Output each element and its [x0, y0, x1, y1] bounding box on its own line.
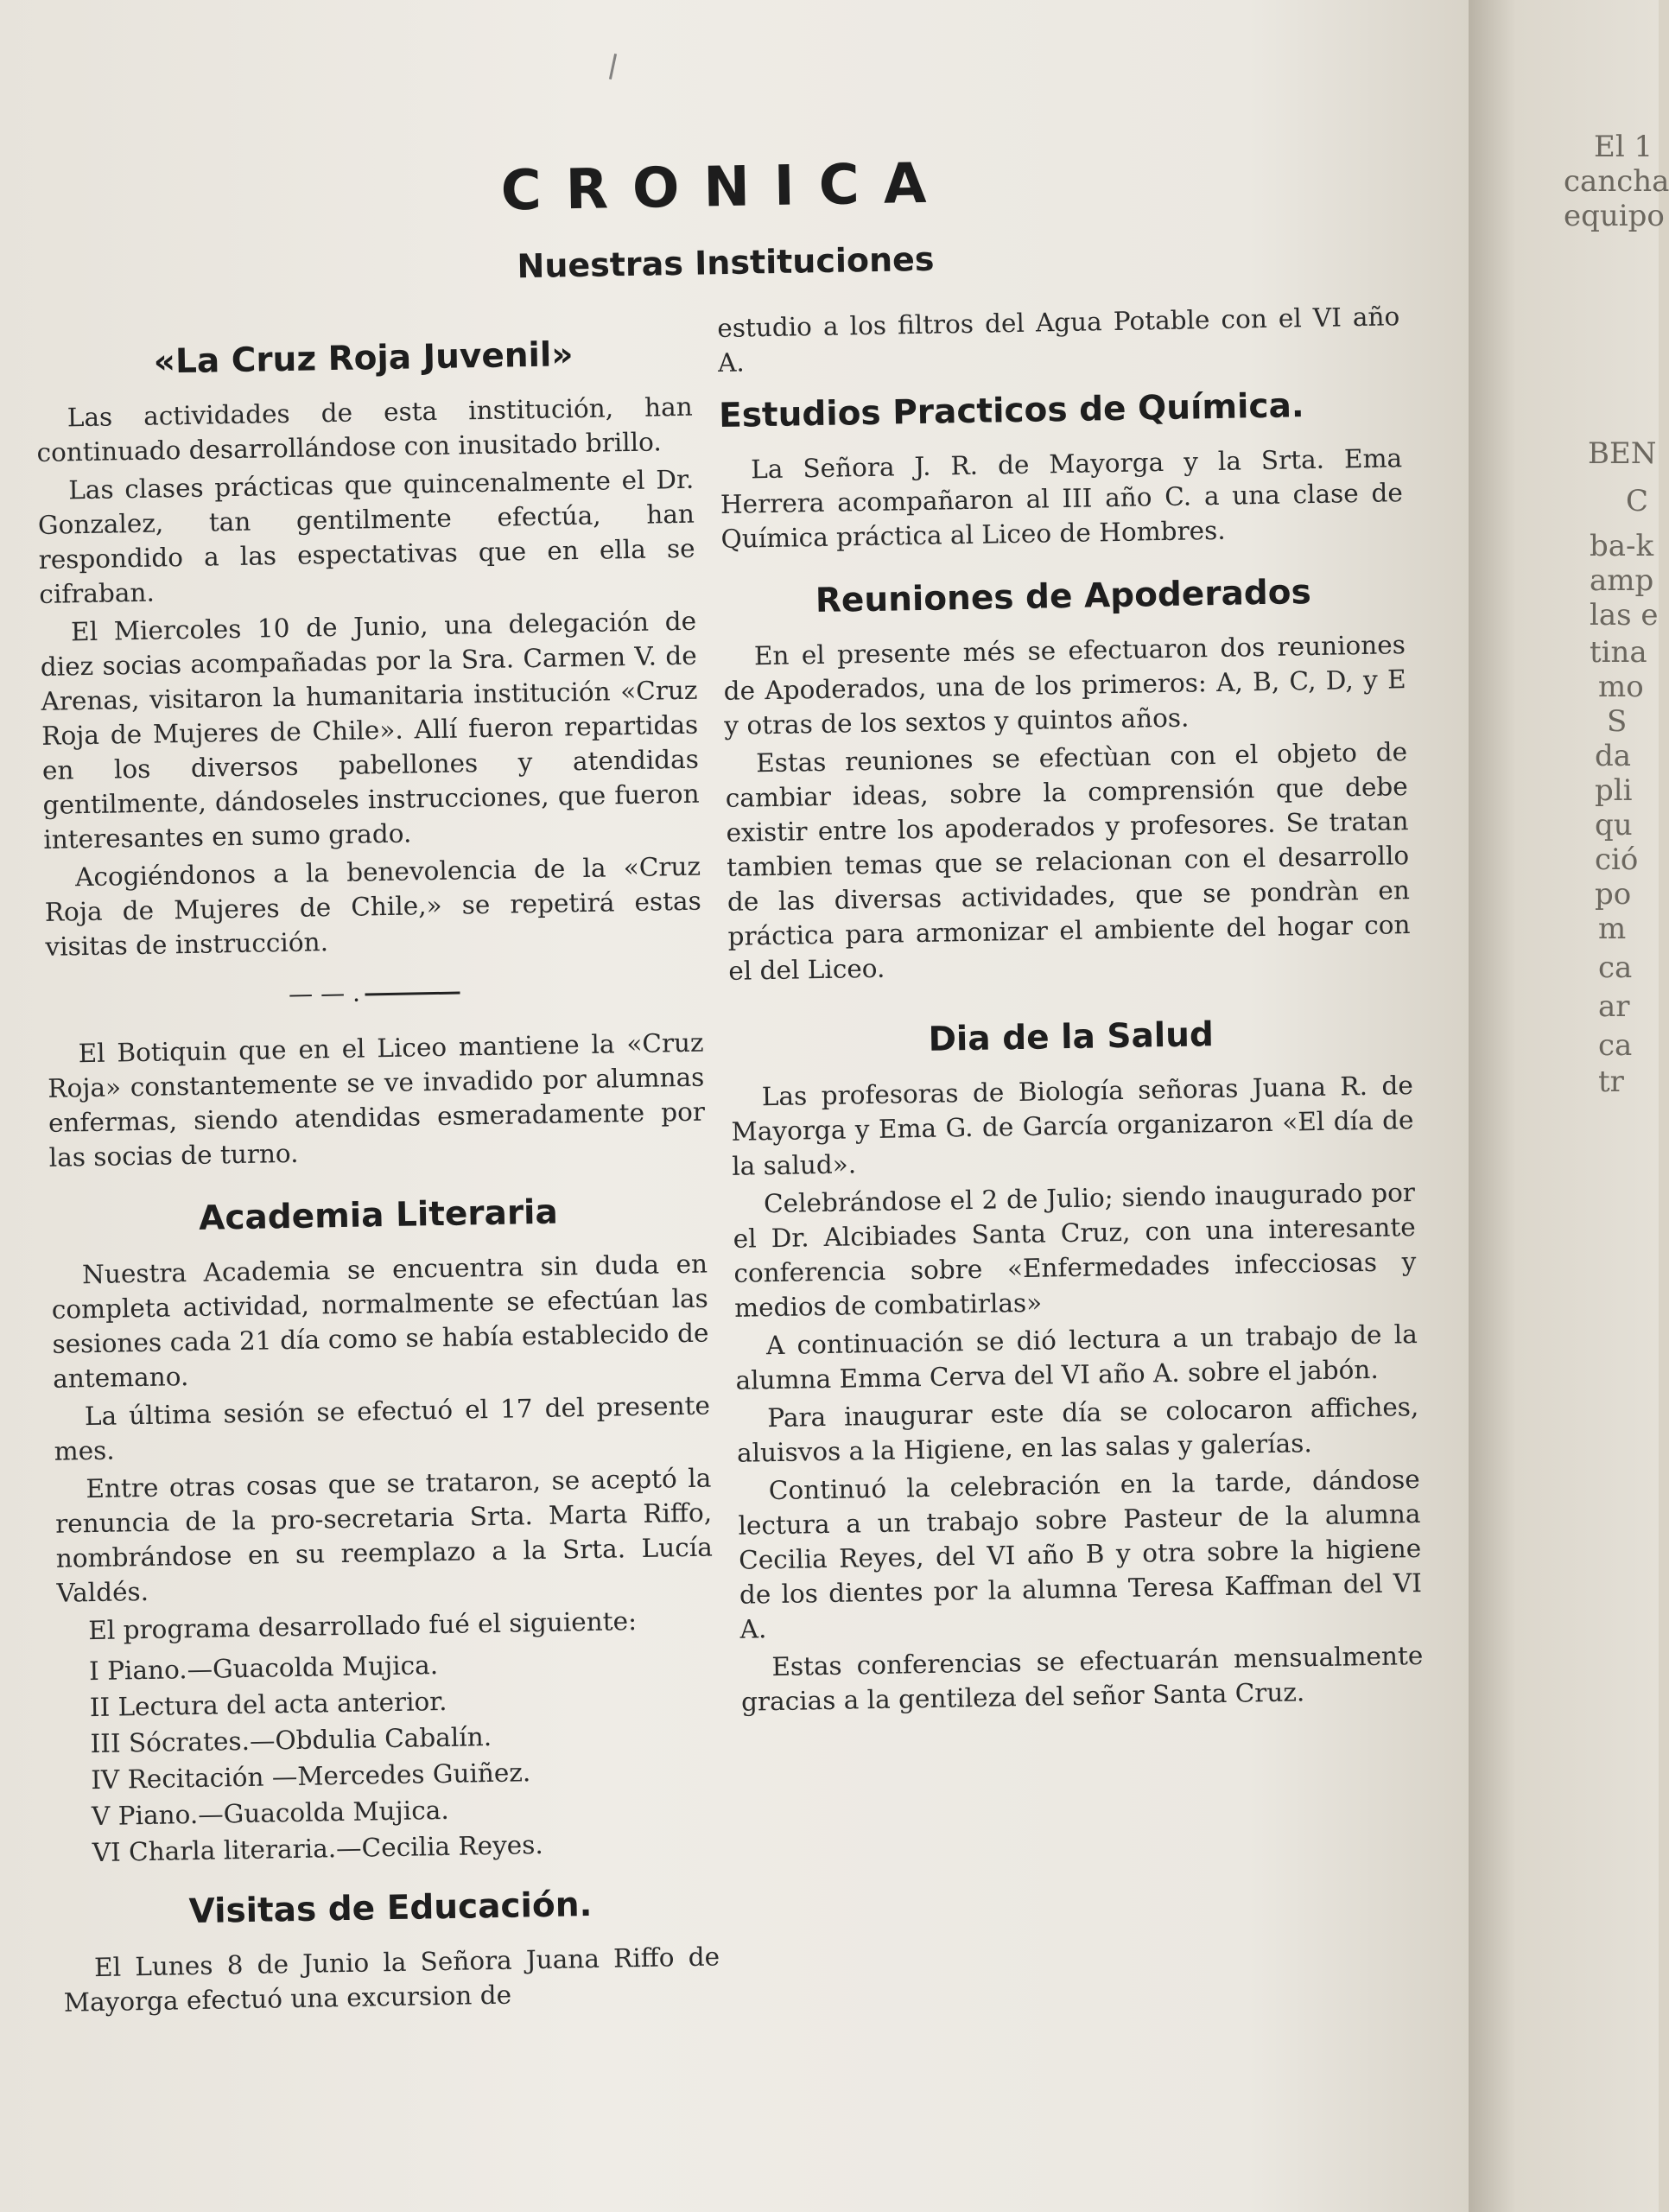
facing-fragment: ca [1598, 950, 1633, 985]
facing-fragment: da [1595, 739, 1632, 773]
visitas-paragraph: El Lunes 8 de Junio la Señora Juana Riffo de Mayorga efectuó una excursion de [63, 1942, 720, 2018]
botiquin-paragraph: El Botiquin que en el Liceo mantiene la «Cruz Roja» constantemente se ve invadido por alumnas enfermas, siendo atendidas esmeradamente por las socias de turno. [48, 1027, 706, 1173]
facing-page [1469, 0, 1669, 2212]
facing-fragment: cancha [1564, 164, 1669, 199]
divider-rule [365, 992, 460, 996]
salud-paragraph: Continuó la celebración en la tarde, dándose lectura a un trabajo sobre Pasteur de la alumna Cecilia Reyes, del VI año B y otra sobre la higiene de los dientes por la alumna Teresa Kaffman del VI A. [738, 1465, 1423, 1644]
facing-fragment: pli [1595, 773, 1633, 808]
program-item: VI Charla literaria.—Cecilia Reyes. [92, 1829, 544, 1868]
program-item: V Piano.—Guacolda Mujica. [91, 1795, 449, 1832]
visitas-heading: Visitas de Educación. [188, 1885, 593, 1932]
cruz-roja-paragraph: Acogiéndonos a la benevolencia de la «Cruz Roja de Mujeres de Chile,» se repetirá estas visitas de instrucción. [44, 851, 701, 962]
left-column [35, 317, 720, 2024]
program-item: I Piano.—Guacolda Mujica. [88, 1650, 439, 1687]
program-list [58, 1643, 718, 1872]
program-item: III Sócrates.—Obdulia Cabalín. [90, 1722, 492, 1759]
facing-fragment: equipo [1564, 199, 1665, 233]
academia-paragraph: La última sesión se efectuó el 17 del presente mes. [54, 1390, 711, 1466]
program-item: II Lectura del acta anterior. [89, 1686, 447, 1723]
cruz-roja-paragraph: Las actividades de esta institución, han continuado desarrollándose con inusitado brillo. [36, 391, 693, 467]
quimica-paragraph: La Señora J. R. de Mayorga y la Srta. Ema Herrera acompañaron al III año C. a una clase de Química práctica al Liceo de Hombres. [720, 443, 1404, 554]
facing-fragment: ció [1595, 842, 1639, 877]
facing-fragment: mo [1598, 670, 1644, 704]
right-column [717, 299, 1424, 1723]
reuniones-paragraph: Estas reuniones se efectùan con el objeto de cambiar ideas, sobre la comprensión que debe existir entre los apoderados y profesores. Se tratan tambien temas que se relacionan con el desarrollo de las diversas actividades, que se pondràn en práctica para armonizar el ambiente del hogar con el del Liceo. [725, 737, 1411, 986]
cruz-roja-paragraph: Las clases prácticas que quincenalmente el Dr. Gonzalez, tan gentilmente efectúa, han respondido a las espectativas que en ella se cifraban. [37, 464, 695, 609]
facing-fragment: po [1595, 877, 1632, 912]
reuniones-heading: Reuniones de Apoderados [815, 573, 1312, 621]
salud-paragraph: Las profesoras de Biología señoras Juana R. de Mayorga y Ema G. de García organizaron «El día de la salud». [731, 1071, 1414, 1181]
academia-heading: Academia Literaria [198, 1192, 559, 1238]
academia-paragraph: El programa desarrollado fué el siguiente: [88, 1606, 638, 1646]
facing-fragment: C [1626, 484, 1649, 518]
page-title: CRONICA [500, 151, 951, 224]
facing-fragment: S [1607, 704, 1628, 739]
divider-dashes: — — . [288, 978, 361, 1008]
facing-fragment: m [1598, 912, 1627, 946]
pencil-mark [609, 54, 617, 79]
salud-paragraph: Para inaugurar este día se colocaron affiches, aluisvos a la Higiene, en las salas y galerías. [736, 1392, 1419, 1468]
facing-fragment: ca [1598, 1028, 1633, 1063]
section-divider [46, 970, 703, 1016]
salud-paragraph: Celebrándose el 2 de Julio; siendo inaugurado por el Dr. Alcibiades Santa Cruz, con una interesante conferencia sobre «Enfermedades infecciosas y medios de combatirlas» [733, 1178, 1417, 1323]
facing-fragment: BEN [1588, 436, 1657, 471]
quimica-heading: Estudios Practicos de Química. [718, 386, 1305, 435]
salud-paragraph: Estas conferencias se efectuarán mensualmente gracias a la gentileza del señor Santa Cruz. [740, 1640, 1424, 1717]
facing-fragment: las e [1590, 598, 1659, 632]
section-subtitle: Nuestras Instituciones [517, 239, 935, 286]
facing-fragment: amp [1590, 563, 1654, 598]
visitas-continued: estudio a los filtros del Agua Potable con el VI año A. [717, 302, 1400, 378]
facing-fragment: tina [1590, 635, 1647, 670]
reuniones-paragraph: En el presente més se efectuaron dos reuniones de Apoderados, una de los primeros: A, B, C, D, y E y otras de los sextos y quintos años. [723, 630, 1406, 741]
cruz-roja-heading: «La Cruz Roja Juvenil» [153, 335, 574, 382]
program-item: IV Recitación —Mercedes Guiñez. [91, 1758, 531, 1796]
facing-fragment: El 1 [1594, 130, 1653, 164]
academia-paragraph: Nuestra Academia se encuentra sin duda en completa actividad, normalmente se efectúan las sesiones cada 21 día como se había establecido de antemano. [51, 1249, 709, 1394]
academia-paragraph: Entre otras cosas que se trataron, se aceptó la renuncia de la pro-secretaria Srta. Marta Riffo, nombrándose en su reemplazo a la Srta. Lucía Valdés. [54, 1463, 714, 1608]
facing-fragment: ba-k [1590, 529, 1654, 563]
salud-heading: Dia de la Salud [928, 1015, 1215, 1059]
facing-fragment: tr [1598, 1065, 1624, 1099]
facing-fragment: qu [1595, 808, 1633, 842]
cruz-roja-paragraph: El Miercoles 10 de Junio, una delegación de diez socias acompañadas por la Sra. Carmen V. de Arenas, visitaron la humanitaria institución «Cruz Roja de Mujeres de Chile». Allí fueron repartidas en los diversos pabellones y atendidas gentilmente, dándoseles instrucciones, que fueron interesantes en sumo grado. [40, 606, 700, 855]
facing-fragment: ar [1598, 989, 1630, 1024]
salud-paragraph: A continuación se dió lectura a un trabajo de la alumna Emma Cerva del VI año A. sobre el jabón. [735, 1319, 1418, 1395]
